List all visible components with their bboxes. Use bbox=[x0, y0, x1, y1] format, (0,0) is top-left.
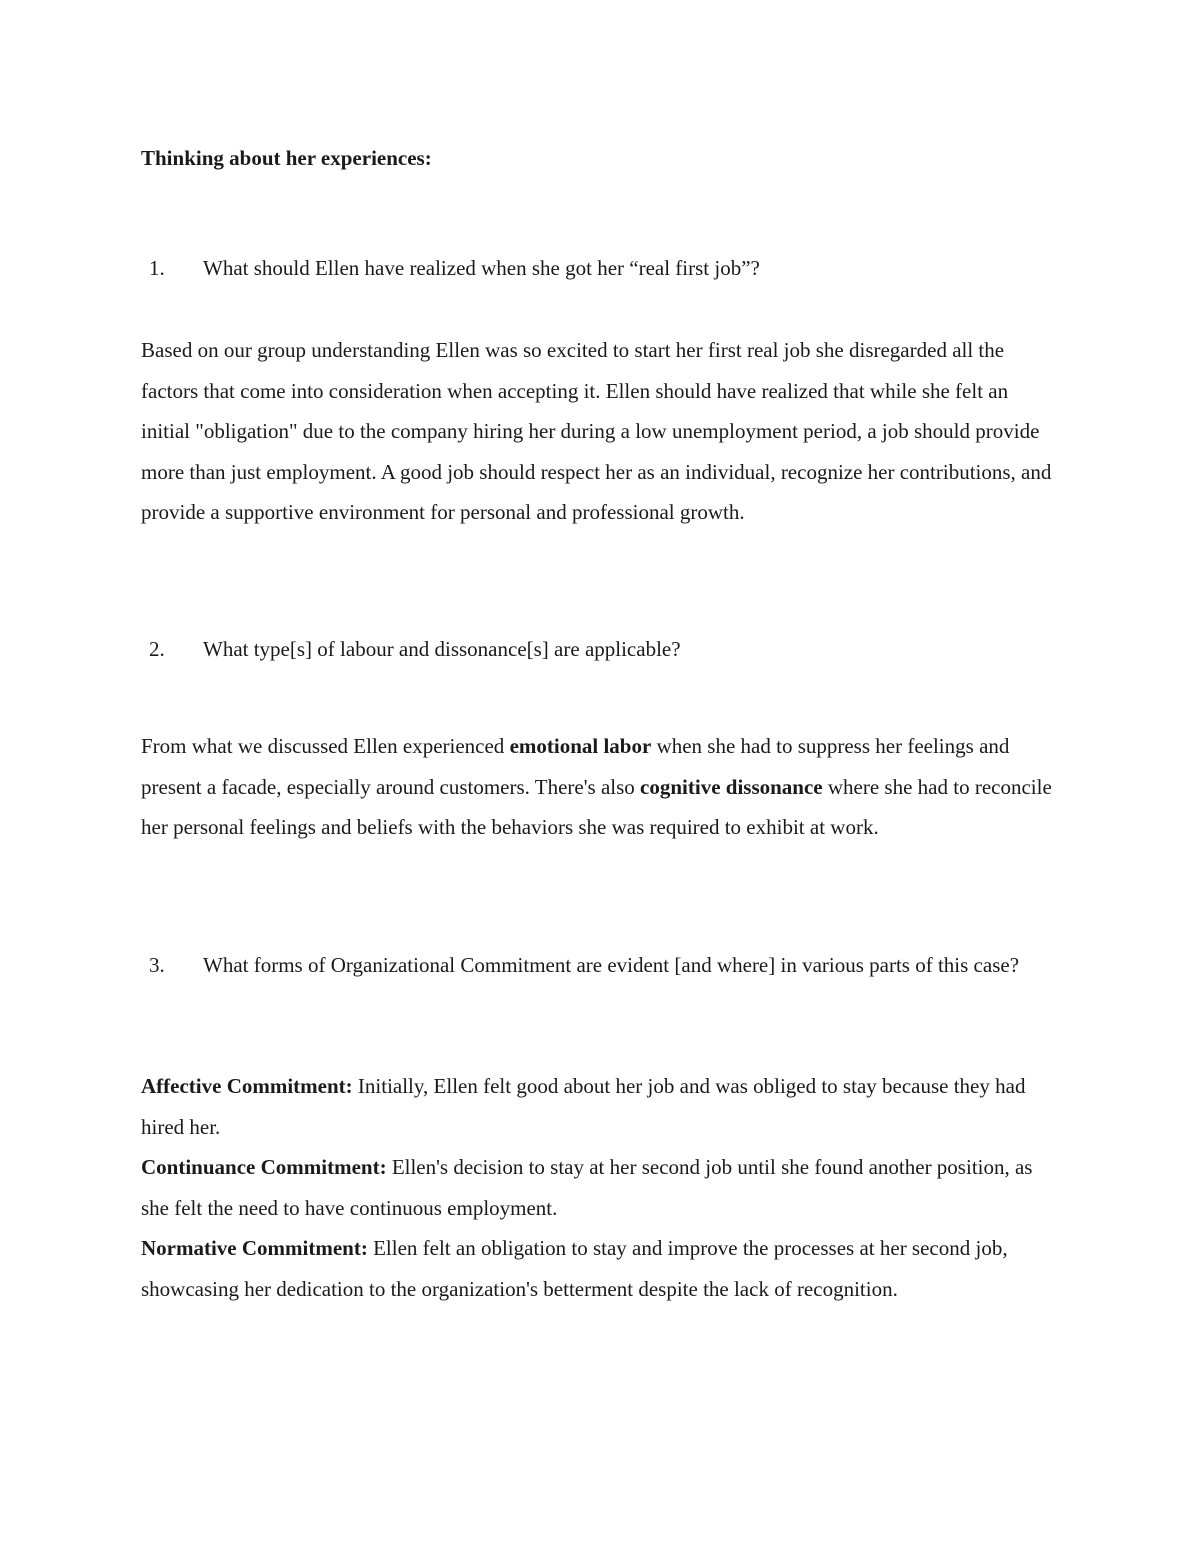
answer-2-text-3: where she had to reconcile her personal feelings and beliefs with the behaviors she was required to exhibit at work. bbox=[141, 774, 1052, 839]
answer-1: Based on our group understanding Ellen was so excited to start her first real job she disregarded all the factors that come into consideration when accepting it. Ellen should have realized that while she felt an initial "obligation" due to the company hiring her during a low unemployment period, a job should provide more than just employment. A good job should respect her as an individual, recognize her contributions, and provide a supportive environment for personal and professional growth. bbox=[141, 338, 1052, 524]
term-emotional-labor: emotional labor bbox=[509, 734, 652, 758]
question-2-text: What type[s] of labour and dissonance[s] are applicable? bbox=[203, 637, 681, 661]
answer-2-text-1: From what we discussed Ellen experienced bbox=[141, 734, 510, 758]
normative-commitment-text: Ellen felt an obligation to stay and improve the processes at her second job, showcasing her dedication to the organization's betterment despite the lack of recognition. bbox=[141, 1236, 1008, 1301]
term-cognitive-dissonance: cognitive dissonance bbox=[640, 774, 823, 799]
question-1 bbox=[141, 248, 1041, 289]
commitments-block bbox=[141, 1066, 1056, 1309]
question-3-text: What forms of Organizational Commitment are evident [and where] in various parts of this case? bbox=[203, 953, 1020, 977]
affective-commitment-label: Affective Commitment: bbox=[141, 1074, 353, 1098]
answer-2-text-2: when she had to suppress her feelings and present a facade, especially around customers. There's also bbox=[141, 734, 1010, 799]
answer-2 bbox=[141, 726, 1056, 848]
normative-commitment bbox=[141, 1228, 1056, 1309]
question-2-number: 2. bbox=[149, 637, 165, 661]
question-1-text: What should Ellen have realized when she got her “real first job”? bbox=[203, 256, 760, 280]
continuance-commitment-text: Ellen's decision to stay at her second job until she found another position, as she felt the need to have continuous employment. bbox=[141, 1155, 1033, 1220]
question-2 bbox=[141, 629, 1041, 670]
question-1-number: 1. bbox=[149, 256, 165, 280]
continuance-commitment-label: Continuance Commitment: bbox=[141, 1155, 387, 1179]
affective-commitment bbox=[141, 1066, 1056, 1147]
affective-commitment-text: Initially, Ellen felt good about her job and was obliged to stay because they had hired her. bbox=[141, 1074, 1026, 1139]
section-heading: Thinking about her experiences: bbox=[141, 146, 432, 170]
continuance-commitment bbox=[141, 1147, 1056, 1228]
question-3-number: 3. bbox=[149, 953, 165, 977]
question-3 bbox=[141, 945, 1041, 986]
normative-commitment-label: Normative Commitment: bbox=[141, 1236, 368, 1260]
